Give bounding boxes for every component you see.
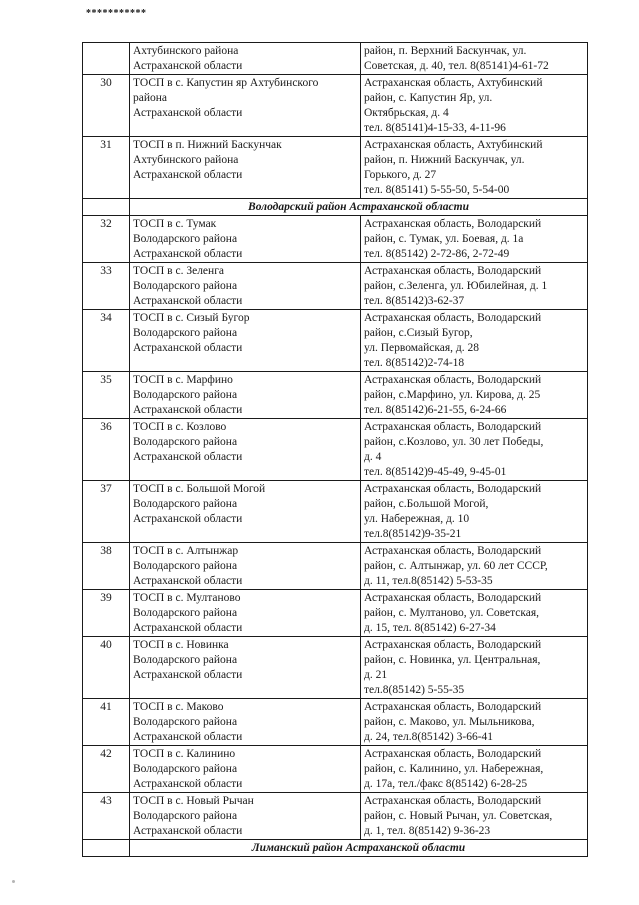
address-line: тел. 8(85142)2-74-18 [364, 357, 465, 369]
address-line: д. 4 [364, 451, 382, 463]
address-line: Астраханская область, Володарский [364, 748, 542, 760]
branch-name-line: Астраханской области [133, 825, 243, 837]
address-line: Астраханская область, Ахтубинский [364, 139, 543, 151]
branch-name-cell [130, 746, 361, 793]
branch-name-line: ТОСП в с. Сизый Бугор [133, 312, 250, 324]
address-line: Астраханская область, Володарский [364, 592, 542, 604]
address-line: район, с. Новый Рычан, ул. Советская, [364, 810, 553, 822]
row-number: 35 [83, 372, 130, 419]
table-row [83, 590, 588, 637]
address-line: район, с. Алтынжар, ул. 60 лет СССР, [364, 560, 548, 572]
address-line: Горького, д. 27 [364, 169, 437, 181]
row-number: 37 [83, 481, 130, 543]
address-line: тел. 8(85141) 5-55-50, 5-54-00 [364, 184, 510, 196]
branch-name-line: ТОСП в с. Зеленга [133, 265, 225, 277]
section-number-cell [83, 199, 130, 216]
branch-name-line: Астраханской области [133, 342, 243, 354]
address-cell [361, 43, 588, 75]
section-title: Володарский район Астраханской области [130, 199, 588, 216]
table-row [83, 793, 588, 840]
address-line: тел. 8(85142)3-62-37 [364, 295, 465, 307]
branch-name-line: Володарского района [133, 498, 238, 510]
branch-name-line: Астраханской области [133, 451, 243, 463]
address-cell [361, 590, 588, 637]
branch-name-line: Астраханской области [133, 60, 243, 72]
branch-name-line: района [133, 92, 168, 104]
row-number: 30 [83, 75, 130, 137]
address-line: район, с.Козлово, ул. 30 лет Победы, [364, 436, 544, 448]
row-number: 42 [83, 746, 130, 793]
address-line: Октябрьская, д. 4 [364, 107, 449, 119]
address-line: тел. 8(85142) 2-72-86, 2-72-49 [364, 248, 510, 260]
address-line: район, с.Зеленга, ул. Юбилейная, д. 1 [364, 280, 548, 292]
address-line: д. 11, тел.8(85142) 5-53-35 [364, 575, 493, 587]
table-row [83, 372, 588, 419]
section-number-cell [83, 840, 130, 857]
address-line: д. 17а, тел./факс 8(85142) 6-28-25 [364, 778, 528, 790]
table-row [83, 43, 588, 75]
table-row [83, 137, 588, 199]
address-line: тел.8(85142)9-35-21 [364, 528, 462, 540]
table-row [83, 543, 588, 590]
margin-dot [12, 880, 15, 883]
address-cell [361, 793, 588, 840]
address-line: д. 21 [364, 669, 388, 681]
branch-name-line: Астраханской области [133, 513, 243, 525]
address-cell [361, 481, 588, 543]
table-row [83, 637, 588, 699]
branch-name-line: ТОСП в с. Новинка [133, 639, 229, 651]
address-line: д. 15, тел. 8(85142) 6-27-34 [364, 622, 496, 634]
address-line: Астраханская область, Володарский [364, 421, 542, 433]
header-mark: *********** [86, 8, 147, 19]
branch-name-cell [130, 419, 361, 481]
address-line: Астраханская область, Володарский [364, 483, 542, 495]
branch-name-line: Володарского района [133, 763, 238, 775]
branch-name-line: Астраханской области [133, 575, 243, 587]
address-line: район, с.Марфино, ул. Кирова, д. 25 [364, 389, 541, 401]
branch-name-cell [130, 310, 361, 372]
branch-name-line: ТОСП в с. Калинино [133, 748, 236, 760]
branch-name-line: ТОСП в с. Козлово [133, 421, 227, 433]
branch-name-line: ТОСП в с. Новый Рычан [133, 795, 254, 807]
address-line: район, с. Тумак, ул. Боевая, д. 1а [364, 233, 524, 245]
table-body [83, 43, 588, 857]
address-line: Астраханская область, Володарский [364, 639, 542, 651]
row-number: 36 [83, 419, 130, 481]
table-row [83, 699, 588, 746]
address-cell [361, 263, 588, 310]
address-cell [361, 746, 588, 793]
branch-name-line: ТОСП в с. Маково [133, 701, 224, 713]
branch-name-cell [130, 481, 361, 543]
address-cell [361, 310, 588, 372]
address-line: ул. Набережная, д. 10 [364, 513, 470, 525]
table-row [83, 481, 588, 543]
branch-name-line: ТОСП в с. Мултаново [133, 592, 241, 604]
row-number: 40 [83, 637, 130, 699]
branch-name-cell [130, 75, 361, 137]
row-number: 38 [83, 543, 130, 590]
address-line: район, с. Калинино, ул. Набережная, [364, 763, 544, 775]
address-line: Астраханская область, Володарский [364, 265, 542, 277]
address-line: тел. 8(85142)6-21-55, 6-24-66 [364, 404, 507, 416]
branch-name-line: Астраханской области [133, 169, 243, 181]
address-cell [361, 543, 588, 590]
section-title: Лиманский район Астраханской области [130, 840, 588, 857]
address-line: Астраханская область, Володарский [364, 701, 542, 713]
branch-name-line: Володарского района [133, 280, 238, 292]
address-line: д. 1, тел. 8(85142) 9-36-23 [364, 825, 491, 837]
table-row [83, 746, 588, 793]
branch-name-line: ТОСП в с. Капустин яр Ахтубинского [133, 77, 319, 89]
address-line: Астраханская область, Ахтубинский [364, 77, 543, 89]
address-line: район, с.Сизый Бугор, [364, 327, 473, 339]
address-line: район, с. Новинка, ул. Центральная, [364, 654, 541, 666]
branch-name-cell [130, 216, 361, 263]
branch-name-line: Астраханской области [133, 622, 243, 634]
address-line: Астраханская область, Володарский [364, 374, 542, 386]
branch-name-line: ТОСП в с. Алтынжар [133, 545, 239, 557]
branch-name-line: Володарского района [133, 716, 238, 728]
address-line: район, с. Мултаново, ул. Советская, [364, 607, 540, 619]
address-line: район, с. Капустин Яр, ул. [364, 92, 493, 104]
branch-name-line: Астраханской области [133, 778, 243, 790]
branch-name-line: Володарского района [133, 654, 238, 666]
branch-name-line: ТОСП в п. Нижний Баскунчак [133, 139, 282, 151]
branch-name-cell [130, 43, 361, 75]
address-line: тел. 8(85142)9-45-49, 9-45-01 [364, 466, 507, 478]
address-cell [361, 75, 588, 137]
address-line: Астраханская область, Володарский [364, 312, 542, 324]
branch-name-line: Астраханской области [133, 669, 243, 681]
branch-name-line: ТОСП в с. Большой Могой [133, 483, 266, 495]
branch-name-cell [130, 543, 361, 590]
table-row [83, 310, 588, 372]
branch-name-line: Астраханской области [133, 404, 243, 416]
branch-name-cell [130, 699, 361, 746]
branch-name-cell [130, 263, 361, 310]
row-number: 34 [83, 310, 130, 372]
address-line: Астраханская область, Володарский [364, 218, 542, 230]
branch-name-line: Володарского района [133, 560, 238, 572]
row-number: 31 [83, 137, 130, 199]
address-line: район, п. Нижний Баскунчак, ул. [364, 154, 525, 166]
branch-name-line: Ахтубинского района [133, 154, 239, 166]
address-line: район, п. Верхний Баскунчак, ул. [364, 45, 527, 57]
branch-name-cell [130, 793, 361, 840]
address-line: тел. 8(85141)4-15-33, 4-11-96 [364, 122, 506, 134]
branch-name-line: Астраханской области [133, 248, 243, 260]
row-number: 43 [83, 793, 130, 840]
row-number: 32 [83, 216, 130, 263]
table-row [83, 263, 588, 310]
table-row [83, 216, 588, 263]
branch-table [82, 42, 588, 857]
branch-name-line: ТОСП в с. Тумак [133, 218, 217, 230]
address-cell [361, 699, 588, 746]
row-number: 41 [83, 699, 130, 746]
address-cell [361, 372, 588, 419]
branch-name-line: Астраханской области [133, 731, 243, 743]
address-line: тел.8(85142) 5-55-35 [364, 684, 465, 696]
address-cell [361, 216, 588, 263]
branch-name-line: Володарского района [133, 233, 238, 245]
address-line: район, с.Большой Могой, [364, 498, 489, 510]
address-cell [361, 637, 588, 699]
address-line: Астраханская область, Володарский [364, 545, 542, 557]
table-row [83, 419, 588, 481]
section-row [83, 199, 588, 216]
address-line: район, с. Маково, ул. Мыльникова, [364, 716, 535, 728]
address-cell [361, 137, 588, 199]
branch-name-cell [130, 590, 361, 637]
branch-name-cell [130, 372, 361, 419]
branch-name-line: Астраханской области [133, 295, 243, 307]
row-number: 39 [83, 590, 130, 637]
address-line: д. 24, тел.8(85142) 3-66-41 [364, 731, 494, 743]
branch-name-line: Володарского района [133, 607, 238, 619]
branch-name-line: ТОСП в с. Марфино [133, 374, 233, 386]
address-line: Советская, д. 40, тел. 8(85141)4-61-72 [364, 60, 549, 72]
row-number [83, 43, 130, 75]
section-row [83, 840, 588, 857]
branch-name-line: Володарского района [133, 436, 238, 448]
row-number: 33 [83, 263, 130, 310]
branch-name-cell [130, 137, 361, 199]
branch-name-line: Володарского района [133, 327, 238, 339]
table-row [83, 75, 588, 137]
address-line: Астраханская область, Володарский [364, 795, 542, 807]
branch-name-line: Володарского района [133, 810, 238, 822]
address-cell [361, 419, 588, 481]
branch-name-line: Ахтубинского района [133, 45, 239, 57]
address-line: ул. Первомайская, д. 28 [364, 342, 479, 354]
branch-name-cell [130, 637, 361, 699]
branch-name-line: Володарского района [133, 389, 238, 401]
branch-name-line: Астраханской области [133, 107, 243, 119]
